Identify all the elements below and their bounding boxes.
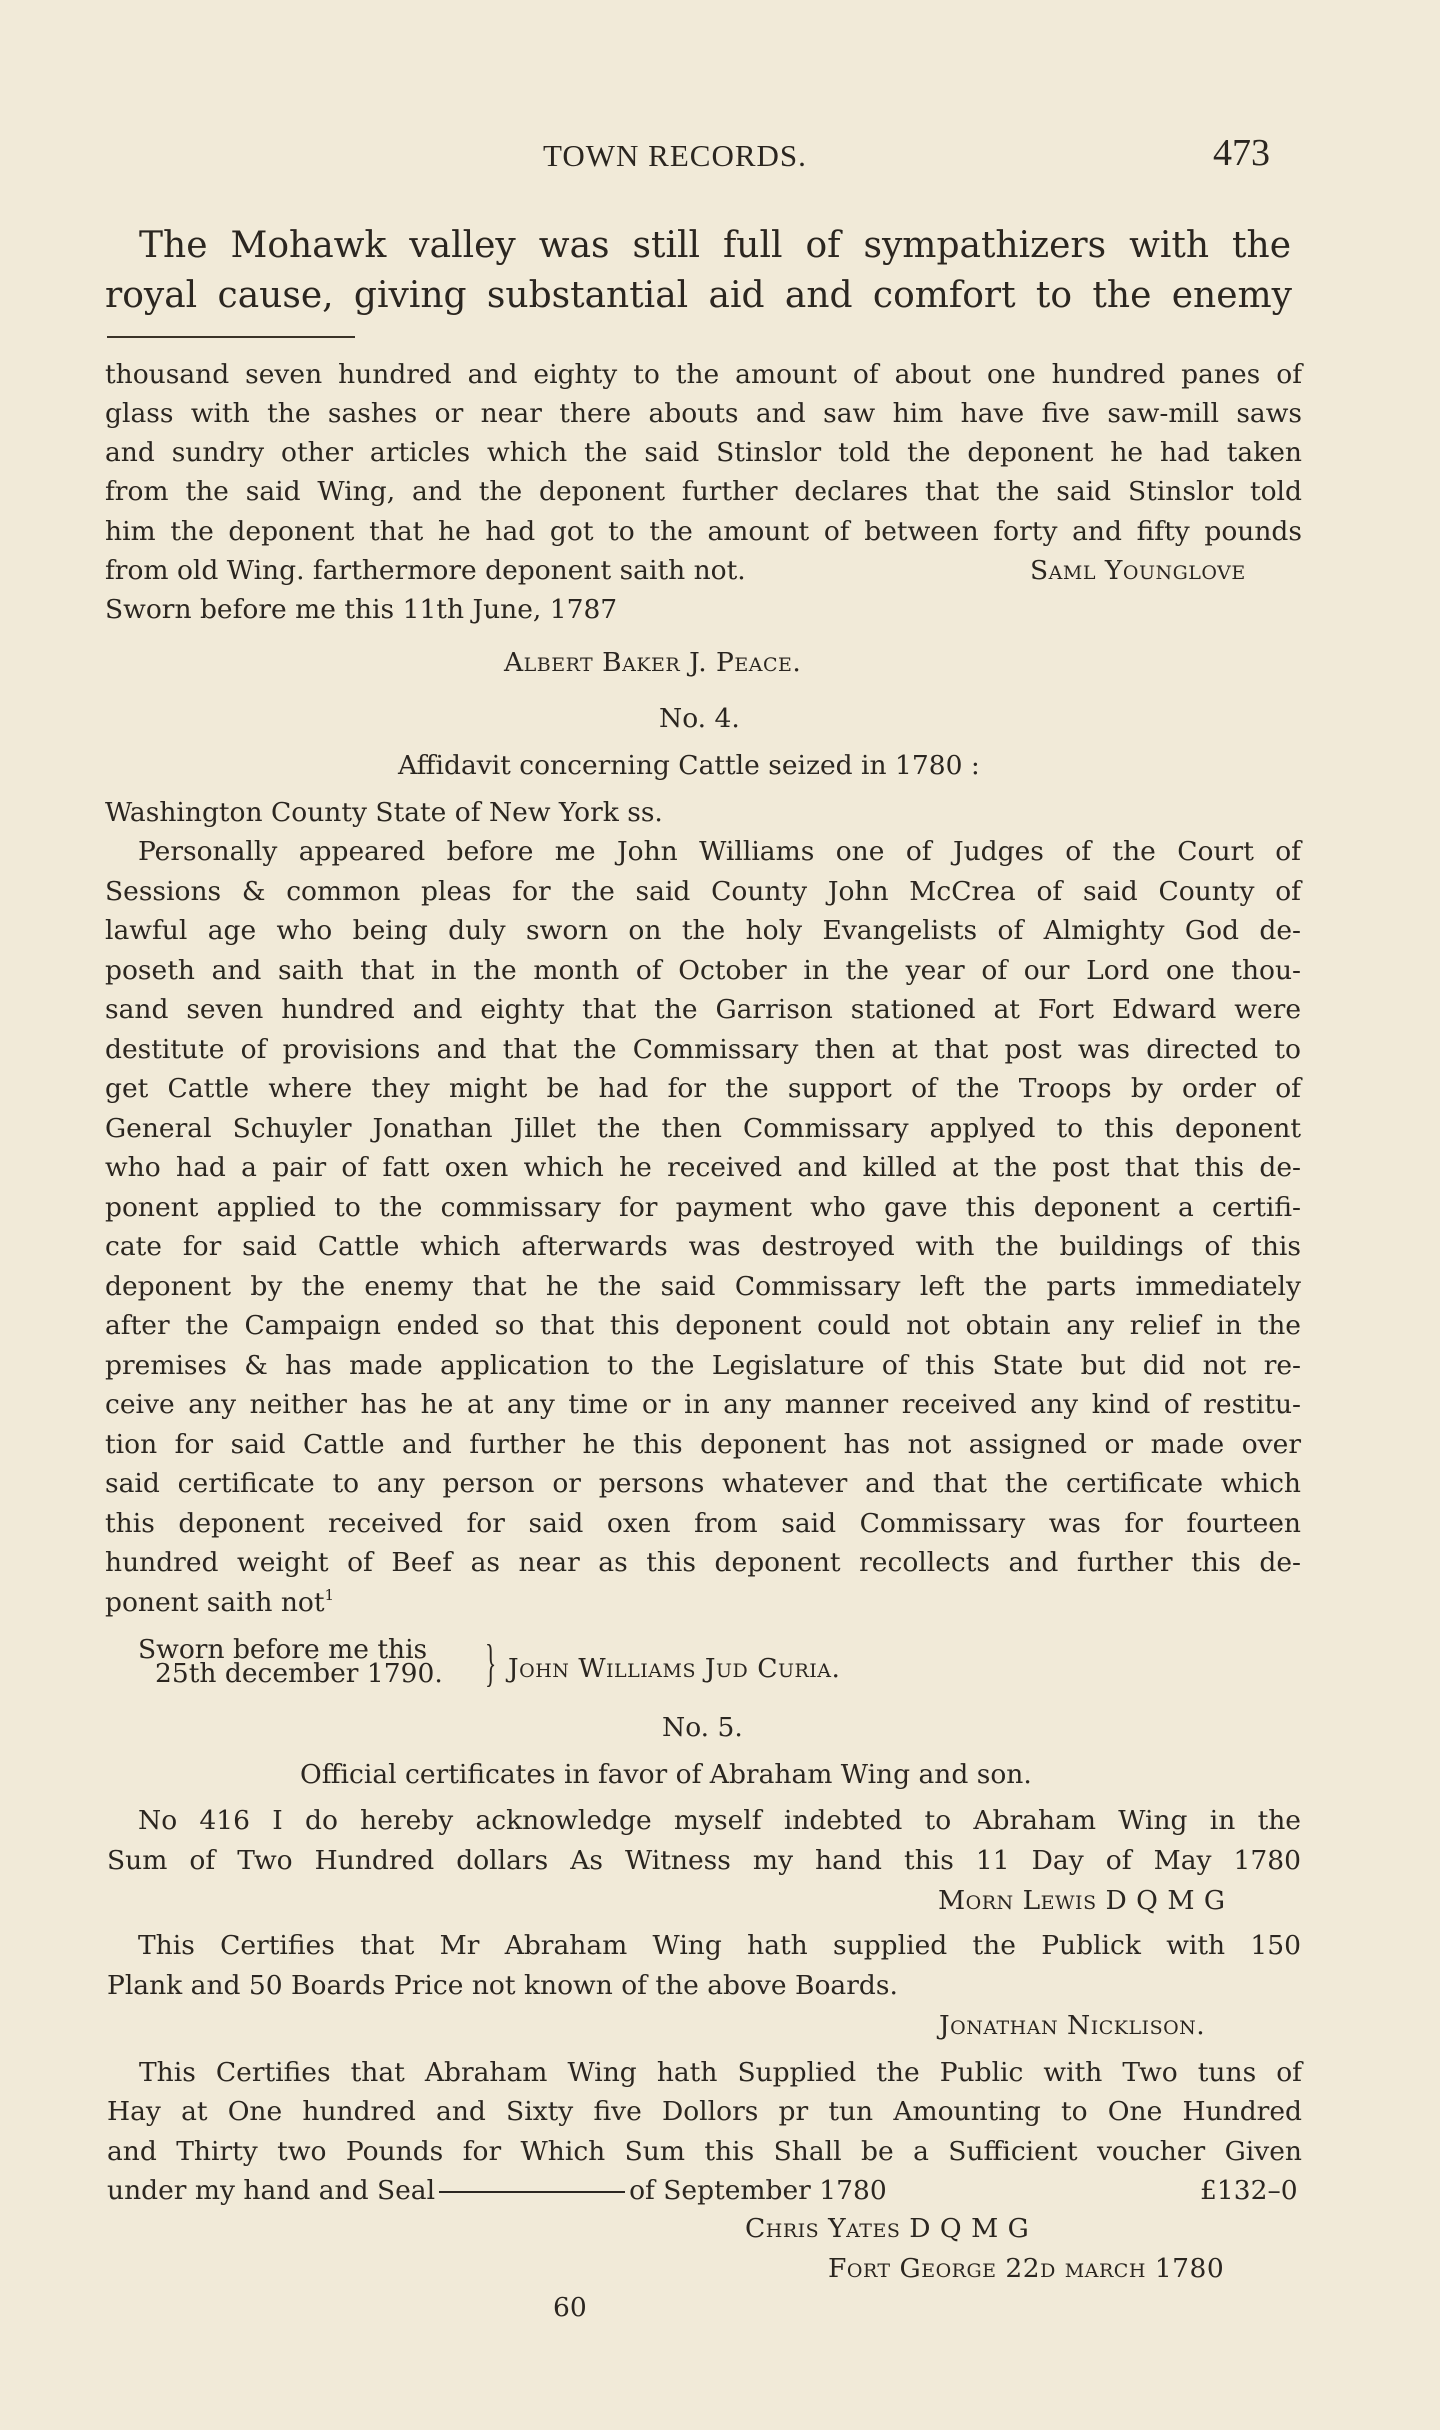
paragraph-line: from the said Wing, and the deponent further declares that the said Stinslor told (105, 476, 1302, 507)
sworn-line-2: 25th december 1790. (155, 1658, 443, 1689)
signature-nicklison: Jonathan Nicklison. (939, 2010, 1206, 2041)
sworn-line-1: Sworn before me this (138, 1634, 428, 1665)
signature-mark: 60 (553, 2292, 587, 2323)
paragraph-line: General Schuyler Jonathan Jillet the then Commissary applyed to this deponent (105, 1113, 1301, 1144)
paragraph-line: Sessions & common pleas for the said County John McCrea of said County of (105, 876, 1301, 907)
sworn-statement: Sworn before me this 11th June, 1787 (105, 594, 618, 625)
certificate-line: and Thirty two Pounds for Which Sum this Shall be a Sufficient voucher Given (107, 2136, 1302, 2167)
signature-younglove: Saml Younglove (1030, 555, 1246, 586)
section-number: No. 5. (662, 1712, 743, 1743)
signature-williams: John Williams Jud Curia. (508, 1653, 841, 1684)
blank-line (439, 2191, 625, 2193)
certificate-line: Sum of Two Hundred dollars As Witness my hand this 11 Day of May 1780 (107, 1845, 1301, 1876)
paragraph-line: thousand seven hundred and eighty to the amount of about one hundred panes of (105, 359, 1302, 390)
paragraph-line: premises & has made application to the Legislature of this State but did not re- (105, 1350, 1301, 1381)
running-header-title: TOWN RECORDS. (543, 138, 807, 173)
certificate-line: No 416 I do hereby acknowledge myself indebted to Abraham Wing in the (138, 1805, 1301, 1836)
seal-text: under my hand and Seal (107, 2175, 436, 2206)
section-divider (107, 336, 355, 338)
brace-icon: } (485, 1635, 497, 1692)
paragraph-line: after the Campaign ended so that this deponent could not obtain any relief in the (105, 1310, 1301, 1341)
section-heading: Official certificates in favor of Abraham Wing and son. (300, 1759, 1032, 1790)
paragraph-line: hundred weight of Beef as near as this deponent recollects and further this de- (105, 1547, 1301, 1578)
last-line-text: ponent saith not (105, 1587, 325, 1618)
paragraph-line: from old Wing. farthermore deponent saith not. (105, 555, 746, 586)
paragraph-line: and sundry other articles which the said Stinslor told the deponent he had taken (105, 437, 1302, 468)
paragraph-line: cate for said Cattle which afterwards was destroyed with the buildings of this (105, 1231, 1301, 1262)
certificate-line: Hay at One hundred and Sixty five Dollors pr tun Amounting to One Hundred (107, 2096, 1302, 2127)
venue-line: Washington County State of New York ss. (105, 797, 663, 828)
date-text: of September 1780 (629, 2175, 887, 2206)
paragraph-line: deponent by the enemy that he the said Commissary left the parts immediately (105, 1271, 1301, 1302)
amount: £132–0 (1200, 2175, 1298, 2206)
paragraph-line: glass with the sashes or near there abouts and saw him have five saw-mill saws (105, 398, 1302, 429)
paragraph-line: lawful age who being duly sworn on the holy Evangelists of Almighty God de- (105, 915, 1301, 946)
paragraph-line: who had a pair of fatt oxen which he received and killed at the post that this de- (105, 1152, 1301, 1183)
certificate-line: This Certifies that Abraham Wing hath Supplied the Public with Two tuns of (139, 2057, 1302, 2088)
page-number: 473 (1213, 132, 1270, 174)
paragraph-line: get Cattle where they might be had for the support of the Troops by order of (105, 1073, 1301, 1104)
paragraph-line: ponent applied to the commissary for payment who gave this deponent a certifi- (105, 1192, 1301, 1223)
intro-line-1: The Mohawk valley was still full of sympathizers with the (139, 225, 1291, 266)
place-date: Fort George 22d march 1780 (828, 2253, 1225, 2284)
paragraph-line (105, 1586, 335, 1618)
certificate-line (107, 2175, 887, 2206)
certificate-line: Plank and 50 Boards Price not known of the above Boards. (107, 1970, 898, 2001)
certificate-line: This Certifies that Mr Abraham Wing hath supplied the Publick with 150 (138, 1930, 1301, 1961)
paragraph-line: destitute of provisions and that the Commissary then at that post was directed to (105, 1034, 1301, 1065)
paragraph-line: him the deponent that he had got to the amount of between forty and fifty pounds (105, 516, 1302, 547)
justice-signature: Albert Baker J. Peace. (504, 647, 802, 678)
section-heading: Affidavit concerning Cattle seized in 1780 : (398, 750, 980, 781)
paragraph-line: this deponent received for said oxen from said Commissary was for fourteen (105, 1508, 1301, 1539)
paragraph-line: poseth and saith that in the month of October in the year of our Lord one thou- (105, 955, 1301, 986)
footnote-mark: 1 (324, 1586, 335, 1604)
intro-line-2: royal cause, giving substantial aid and comfort to the enemy (105, 275, 1292, 316)
paragraph-line: tion for said Cattle and further he this deponent has not assigned or made over (105, 1429, 1301, 1460)
paragraph-line: sand seven hundred and eighty that the Garrison stationed at Fort Edward were (105, 994, 1301, 1025)
signature-yates: Chris Yates D Q M G (745, 2213, 1030, 2244)
paragraph-line: said certificate to any person or persons whatever and that the certificate which (105, 1468, 1301, 1499)
paragraph-line: ceive any neither has he at any time or in any manner received any kind of restitu- (105, 1389, 1301, 1420)
section-number: No. 4. (659, 703, 740, 734)
paragraph-line: Personally appeared before me John Williams one of Judges of the Court of (138, 836, 1301, 867)
signature-lewis: Morn Lewis D Q M G (938, 1885, 1226, 1916)
